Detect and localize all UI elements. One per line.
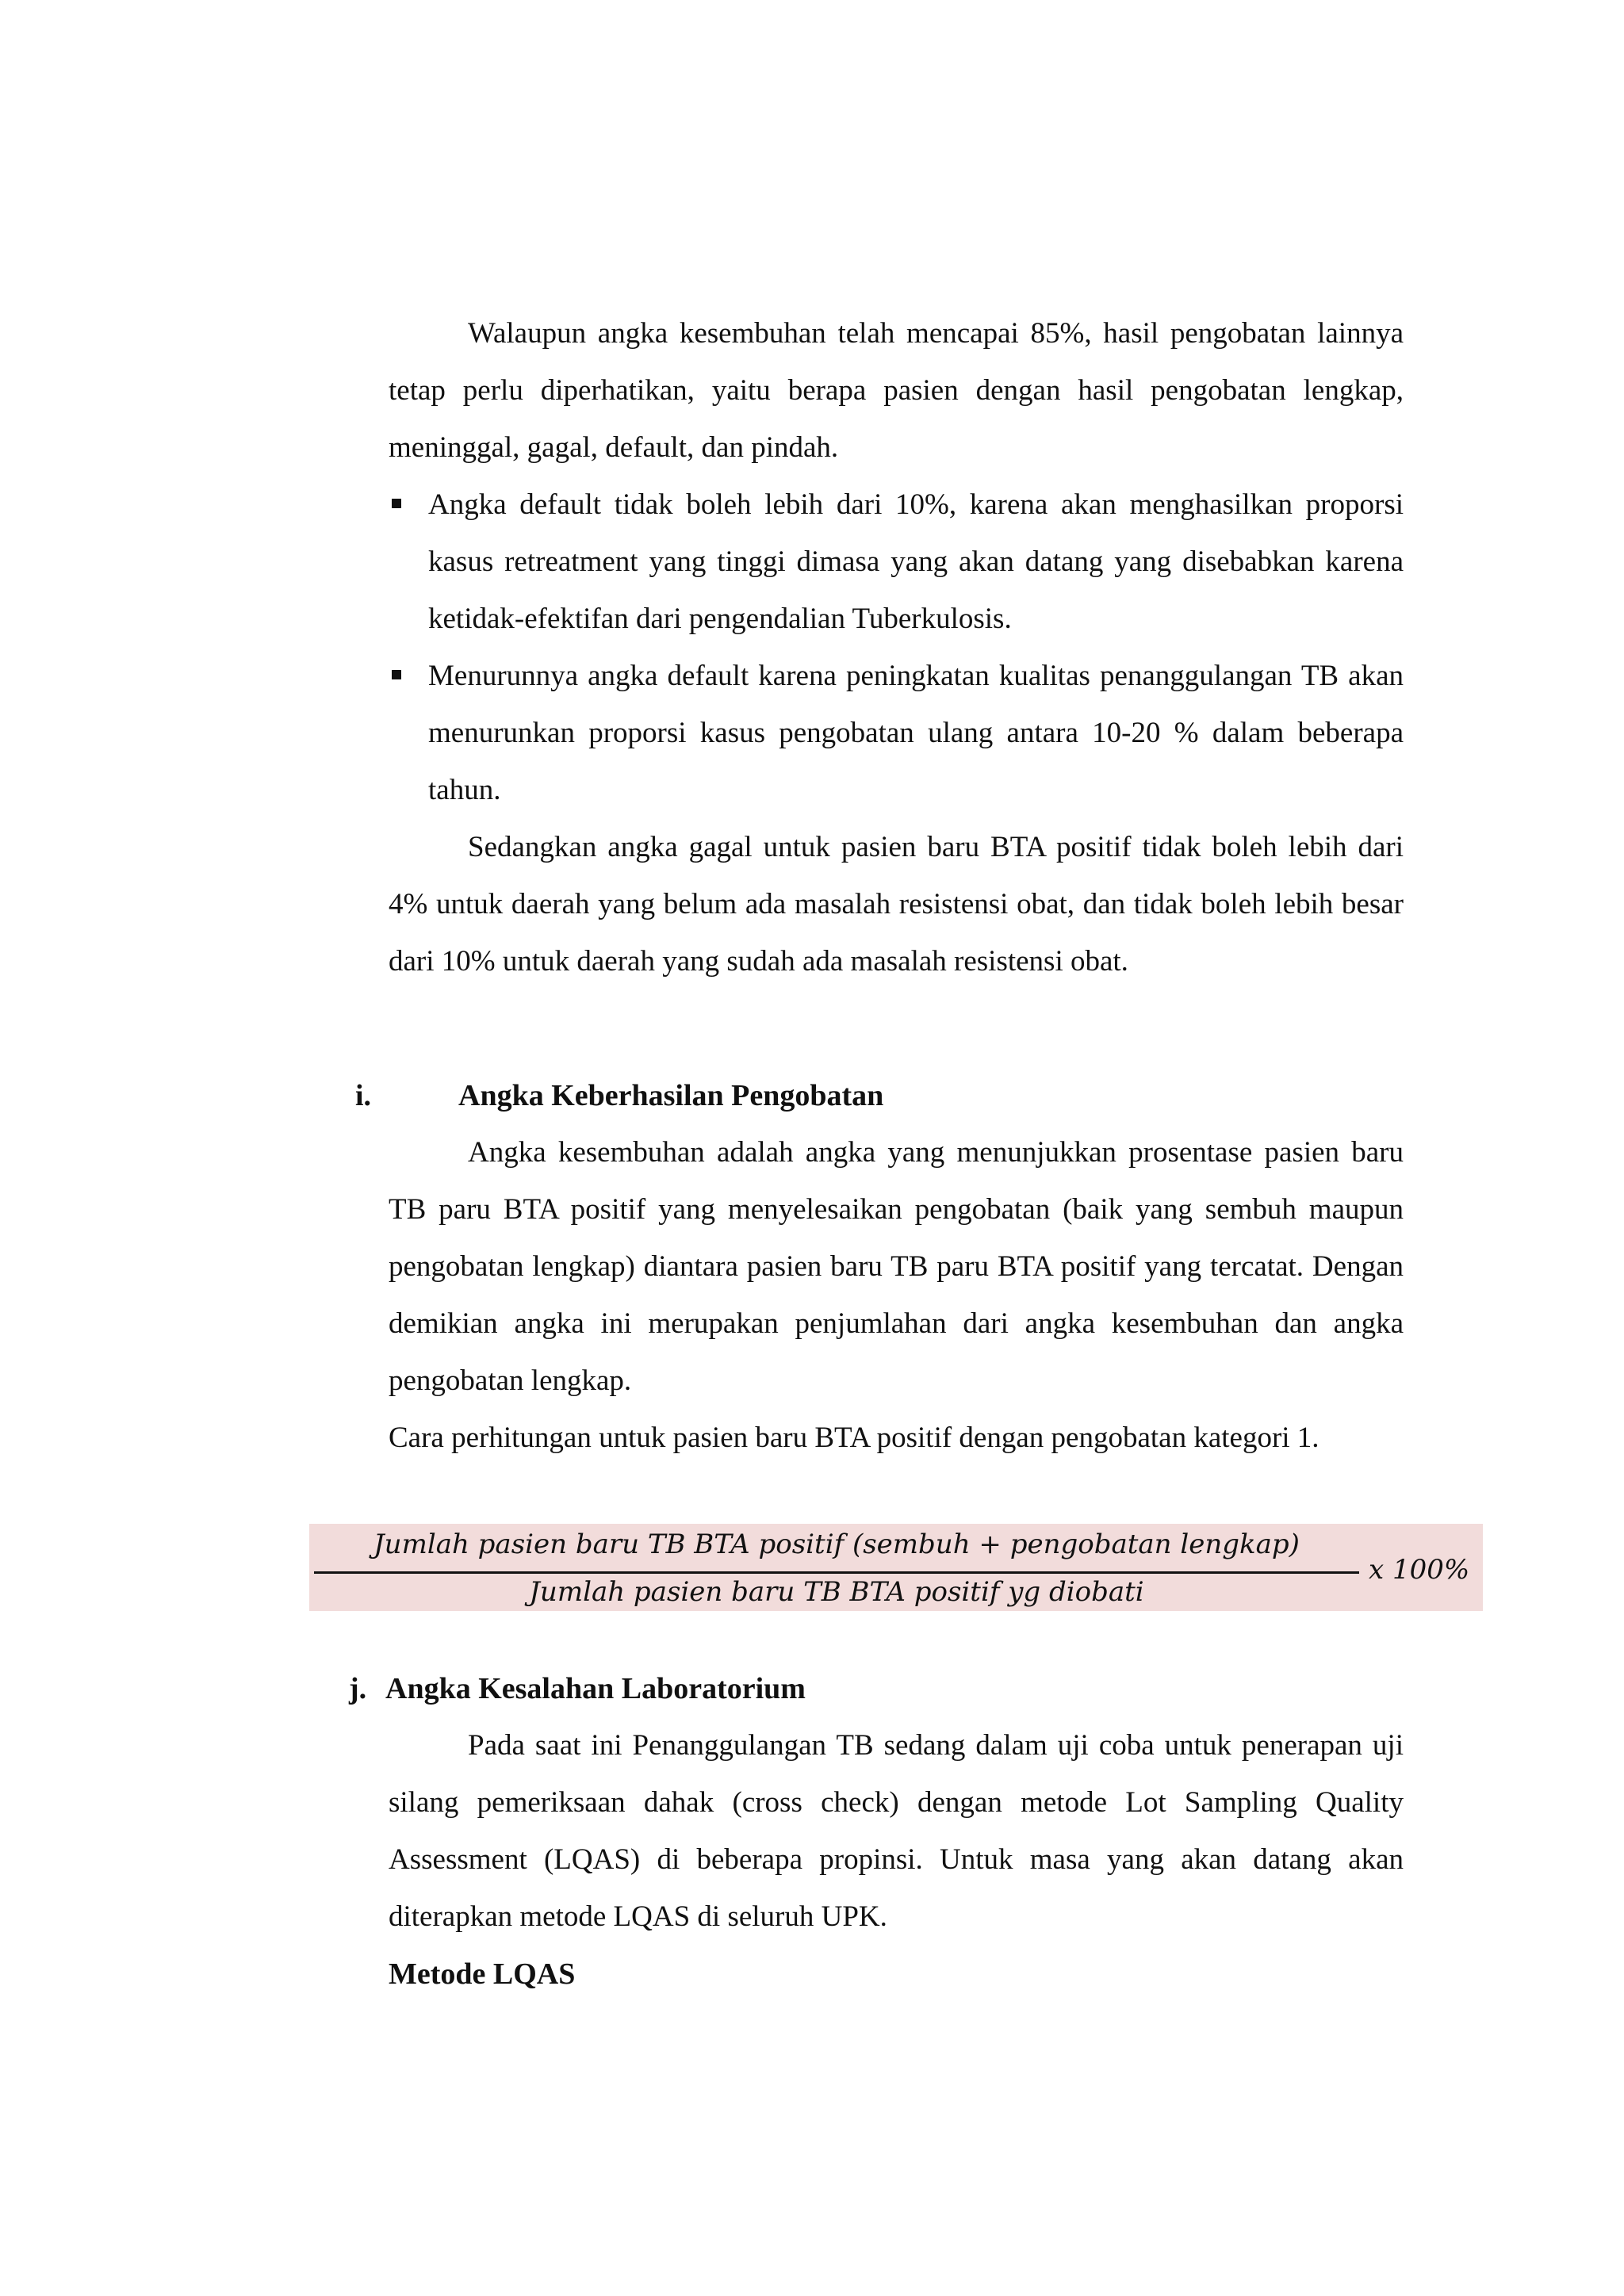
section-i-content [389, 1124, 1404, 1467]
section-number: i. [355, 1079, 372, 1112]
bullet-list [389, 476, 1404, 819]
section-j-heading [349, 1660, 806, 1717]
section-number: j. [349, 1672, 367, 1705]
bullet-text: Menurunnya angka default karena peningkatan kualitas penanggulangan TB akan menurunkan proporsi kasus pengobatan ulang antara 10-20 % dalam beberapa tahun. [428, 660, 1404, 806]
bullet-item-default-limit [389, 476, 1404, 648]
formula-denominator: Jumlah pasien baru TB BTA positif yg diobati [529, 1576, 1144, 1608]
bullet-text: Angka default tidak boleh lebih dari 10%, karena akan menghasilkan proporsi kasus retreatment yang tinggi dimasa yang akan datang yang disebabkan karena ketidak-efektifan dari pengendalian Tuberkulosis. [428, 488, 1404, 635]
section-i-heading [355, 1067, 883, 1124]
paragraph-success-rate-definition: Angka kesembuhan adalah angka yang menunjukkan prosentase pasien baru TB paru BTA positif yang menyelesaikan pengobatan (baik yang sembuh maupun pengobatan lengkap) diantara pasien baru TB paru BTA positif yang tercatat. Dengan demikian angka ini merupakan penjumlahan dari angka kesembuhan dan angka pengobatan lengkap. [389, 1136, 1404, 1397]
fraction-bar [314, 1571, 1359, 1574]
paragraph-failure-rate: Sedangkan angka gagal untuk pasien baru BTA positif tidak boleh lebih dari 4% untuk daerah yang belum ada masalah resistensi obat, dan tidak boleh lebih besar dari 10% untuk daerah yang sudah ada masalah resistensi obat. [389, 831, 1404, 978]
paragraph-cure-rate: Walaupun angka kesembuhan telah mencapai 85%, hasil pengobatan lainnya tetap perlu diperhatikan, yaitu berapa pasien dengan hasil pengobatan lengkap, meninggal, gagal, default, dan pindah. [389, 317, 1404, 464]
section-title: Angka Keberhasilan Pengobatan [458, 1079, 884, 1112]
section-title: Angka Kesalahan Laboratorium [385, 1672, 806, 1705]
square-bullet-icon [392, 670, 401, 679]
success-rate-formula [309, 1524, 1483, 1611]
formula-multiplier: x 100% [1369, 1554, 1470, 1586]
section-j-content [389, 1717, 1404, 2003]
paragraph-lab-error: Pada saat ini Penanggulangan TB sedang dalam uji coba untuk penerapan uji silang pemeriksaan dahak (cross check) dengan metode Lot Sampling Quality Assessment (LQAS) di beberapa propinsi. Untuk masa yang akan datang akan diterapkan metode LQAS di seluruh UPK. [389, 1729, 1404, 1933]
paragraph-calculation-method: Cara perhitungan untuk pasien baru BTA positif dengan pengobatan kategori 1. [389, 1422, 1320, 1454]
square-bullet-icon [392, 499, 401, 508]
section-h-content [389, 305, 1404, 990]
bullet-item-default-decrease [389, 648, 1404, 819]
subheading-lqas-method: Metode LQAS [389, 1957, 576, 1991]
formula-numerator: Jumlah pasien baru TB BTA positif (sembuh + pengobatan lengkap) [373, 1529, 1300, 1560]
